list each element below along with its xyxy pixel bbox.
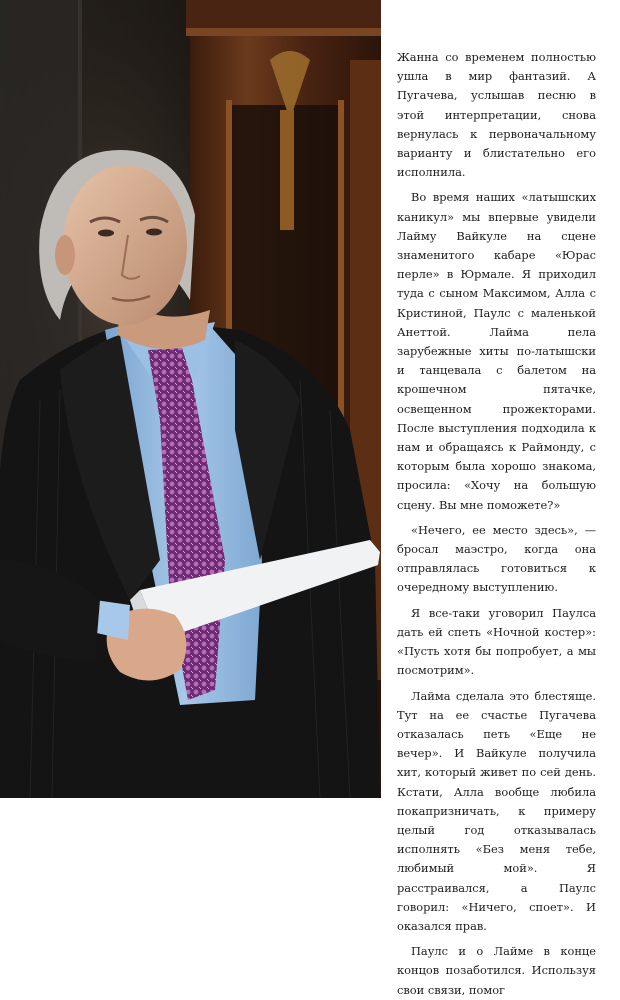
paragraph-2: Во время наших «латышских каникул» мы впервые увидели Лайму Вайкуле на сцене знаменитого кабаре «Юрас перле» в Юрмале. Я приходил туда с сыном Максимом, Алла с Кристиной, Паулс с маленькой Анеттой. Лайма пела зарубежные хиты по-латышски и танцевала с балетом на крошечном пятачке, освещенном прожекторами. После выступления подходила к нам и обращаясь к Раймонду, с которым была хорошо знакома, просила: «Хочу на большую сцену. Вы мне поможете?»	[397, 190, 596, 512]
portrait-illustration	[0, 0, 381, 798]
photo-man-reading	[0, 0, 381, 798]
paragraph-1: Жанна со временем полностью ушла в мир фантазий. А Пугачева, услышав песню в этой интерпретации, снова вернулась к первоначальному варианту и блистательно его исполнила.	[397, 50, 596, 180]
paragraph-3: «Нечего, ее место здесь», — бросал маэстро, когда она отправлялась готовиться к очередному выступлению.	[397, 522, 596, 595]
article-text-column	[397, 48, 596, 997]
paragraph-4: Я все-таки уговорил Паулса дать ей спеть «Ночной костер»: «Пусть хотя бы попробует, а мы посмотрим».	[397, 605, 596, 678]
paragraph-6: Паулс и о Лайме в конце концов позаботился. Используя свои связи, помог	[397, 944, 596, 997]
paragraph-5: Лайма сделала это блестяще. Тут на ее счастье Пугачева отказалась петь «Еще не вечер». И Вайкуле получила хит, который живет по сей день. Кстати, Алла вообще любила покапризничать, к примеру целый год отказывалась исполнять «Без меня тебе, любимый мой». Я расстраивался, а Паулс говорил: «Ничего, споет». И оказался прав.	[397, 688, 596, 933]
